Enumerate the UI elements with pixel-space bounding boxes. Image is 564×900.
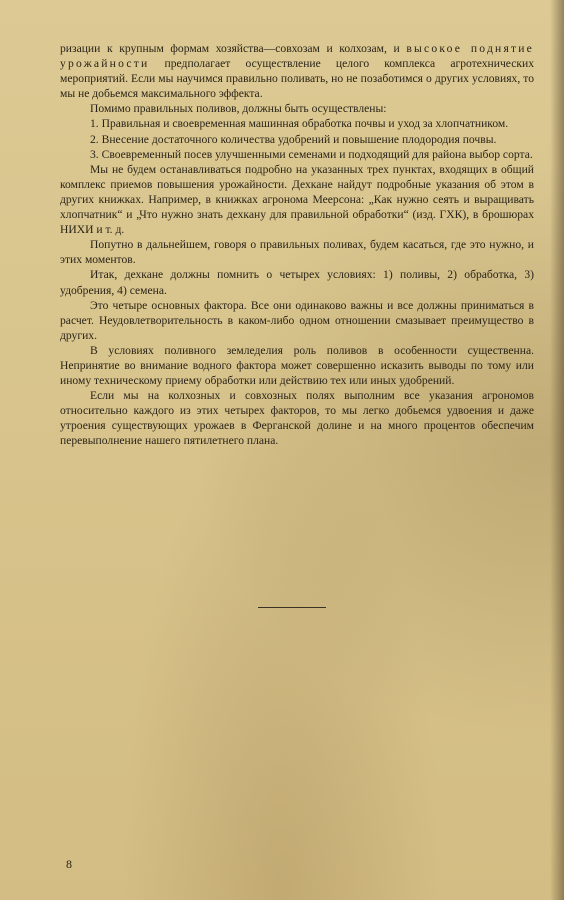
paragraph-7: В условиях поливного земледелия роль поливов в особенности существенна. Непринятие во внимание водного фактора может совершенно исказить выводы по тому или иному техническому приему обработки или действию тех или иных удобрений. — [60, 343, 534, 388]
paragraph-3: Мы не будем останавливаться подробно на указанных трех пунктах, входящих в общий комплекс приемов повышения урожайности. Дехкане найдут подробные указания об этом в других книжках. Например, в книжках агронома Меерсона: „Как нужно сеять и выращивать хлопчатник“ и „Что нужно знать дехкану для правильной обработки“ (изд. ГХК), в брошюрах НИХИ и т. д. — [60, 162, 534, 237]
page-spine-shadow — [550, 0, 564, 900]
spaced-emphasis: высокое поднятие урожайности — [60, 42, 535, 71]
paragraph-5: Итак, дехкане должны помнить о четырех условиях: 1) поливы, 2) обработка, 3) удобрения, 4) семена. — [60, 268, 534, 297]
body-text — [60, 41, 534, 449]
list-item-1: 1. Правильная и своевременная машинная обработка почвы и уход за хлопчатником. — [90, 117, 509, 131]
paragraph-2: Помимо правильных поливов, должны быть осуществлены: — [90, 102, 387, 116]
list-item-3: 3. Своевременный посев улучшенными семенами и подходящий для района выбор сорта. — [90, 147, 533, 161]
page-number: 8 — [66, 857, 72, 871]
list-item-2: 2. Внесение достаточного количества удобрений и повышение плодородия почвы. — [90, 132, 497, 146]
paragraph-1 — [60, 41, 534, 101]
paragraph-1-tail: предполагает осуществление целого комплекса агротехнических мероприятий. Если мы научимся правильно поливать, но не позаботимся о других условиях, то мы не добьемся максимального эффекта. — [60, 57, 534, 101]
paragraph-6: Это четыре основных фактора. Все они одинаково важны и все должны приниматься в расчет. Неудовлетворительность в каком-либо одном отношении смазывает преимущество в других. — [60, 298, 534, 342]
paragraph-1-lead: ризации к крупным формам хозяйства—совхозам и колхозам, и — [60, 42, 407, 55]
paragraph-4: Попутно в дальнейшем, говоря о правильных поливах, будем касаться, где это нужно, и этих моментов. — [60, 238, 534, 267]
paragraph-8: Если мы на колхозных и совхозных полях выполним все указания агрономов относительно каждого из этих четырех факторов, то мы легко добьемся удвоения и даже утроения существующих урожаев в Ферганской долине и на много процентов обеспечим перевыполнение нашего пятилетнего плана. — [60, 389, 534, 448]
section-divider — [258, 607, 326, 608]
